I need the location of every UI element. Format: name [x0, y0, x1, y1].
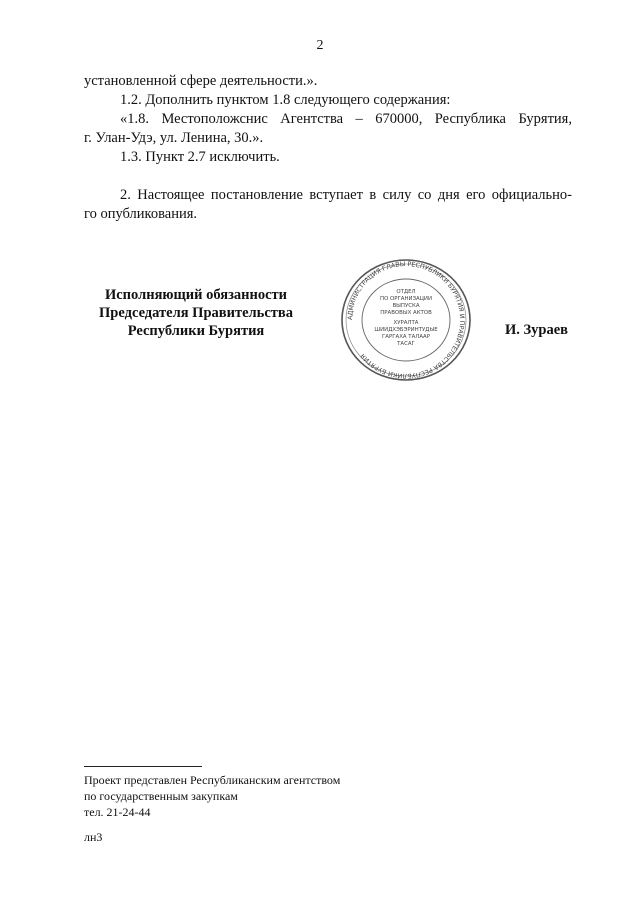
footnote-line: Проект представлен Республиканским агентством [84, 773, 341, 787]
word: его [466, 187, 486, 203]
word: 670000, [375, 111, 423, 127]
seal-outer-textpath: АДМИНИСТРАЦИЯ ГЛАВЫ РЕСПУБЛИКИ БУРЯТИЯ И ПРАВИТЕЛЬСТВА РЕСПУБЛИКИ БУРЯТИЯ [346, 260, 466, 380]
paragraph-line-7: го опубликования. [84, 206, 198, 222]
paragraph-line-6 [84, 186, 572, 205]
seal-line: ХУРАЛТА [393, 320, 419, 326]
word: дня [437, 187, 460, 203]
seal-line: ВЫПУСКА [392, 303, 420, 309]
official-seal [340, 258, 472, 382]
executor-code: лн3 [84, 830, 103, 844]
page-number: 2 [316, 38, 324, 53]
word: Бурятия, [518, 111, 572, 127]
word: 2. [120, 187, 131, 203]
paragraph-line-4: г. Улан-Удэ, ул. Ленина, 30.». [84, 130, 264, 146]
footnote [84, 772, 340, 820]
paragraph-line-1: установленной сфере деятельности.». [84, 73, 318, 89]
word: в [369, 187, 377, 203]
paragraph-line-3 [84, 110, 572, 129]
signer-line: Республики Бурятия [127, 323, 265, 339]
footnote-line: по государственным закупкам [84, 789, 238, 803]
signature-name: И. Зураев [505, 322, 569, 338]
signer-title [70, 286, 322, 340]
word: силу [382, 187, 412, 203]
seal-line: ГАРГАХА ТАЛААР [382, 334, 430, 340]
word: – [355, 111, 363, 127]
word: постановление [210, 187, 303, 203]
signer-line: Исполняющий обязанности [104, 287, 288, 303]
seal-center-text [374, 289, 438, 347]
word: Агентства [280, 111, 344, 127]
word: Местоположснис [161, 111, 268, 127]
word: вступает [309, 187, 363, 203]
paragraph-line-5: 1.3. Пункт 2.7 исключить. [120, 149, 280, 165]
word: со [417, 187, 432, 203]
seal-line: ПРАВОВЫХ АКТОВ [380, 310, 432, 316]
word: Настоящее [137, 187, 205, 203]
seal-line: ШИИДХЭБЭРИНТУДЫЕ [374, 327, 438, 333]
document-body [84, 72, 572, 224]
word: официально- [491, 187, 572, 203]
signer-line: Председателя Правительства [99, 305, 293, 321]
word: «1.8. [120, 111, 149, 127]
footnote-line: тел. 21-24-44 [84, 805, 151, 819]
seal-line: ТАСАГ [397, 341, 415, 347]
word: Республика [434, 111, 506, 127]
seal-line: ОТДЕЛ [396, 289, 416, 295]
paragraph-line-2: 1.2. Дополнить пунктом 1.8 следующего содержания: [120, 92, 451, 108]
footnote-divider [84, 766, 202, 767]
seal-line: ПО ОРГАНИЗАЦИИ [380, 296, 432, 302]
